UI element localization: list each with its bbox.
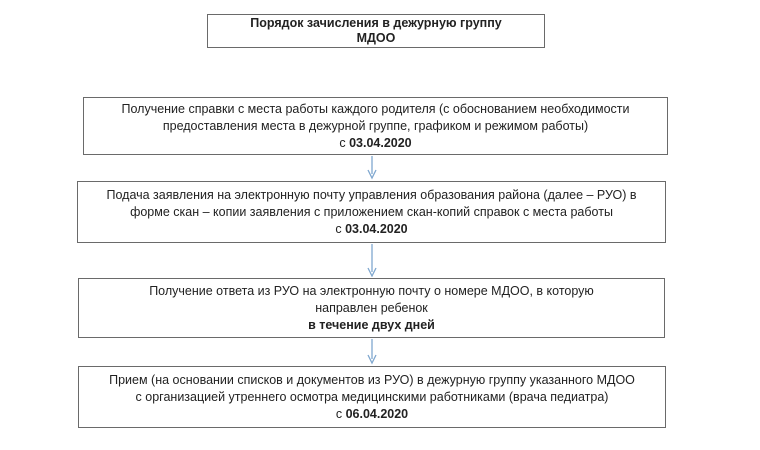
step-2-date-line <box>335 221 407 238</box>
diagram-title <box>207 14 545 48</box>
step-3-box <box>78 278 665 338</box>
step-4-line-2: с организацией утреннего осмотра медицинскими работниками (врача педиатра) <box>135 389 609 404</box>
title-line-1: Порядок зачисления в дежурную группу <box>250 16 502 30</box>
step-4-date: 06.04.2020 <box>345 406 409 421</box>
step-2-date-prefix: с <box>335 221 346 236</box>
step-3-line-2: направлен ребенок <box>315 300 428 315</box>
step-1-box <box>83 97 668 155</box>
step-4-line-1: Прием (на основании списков и документов из РУО) в дежурную группу указанного МДОО <box>109 372 635 387</box>
step-2-box <box>77 181 666 243</box>
step-4-date-prefix: с <box>335 406 346 421</box>
step-3-line-1: Получение ответа из РУО на электронную почту о номере МДОО, в которую <box>149 283 594 298</box>
step-4-box <box>78 366 666 428</box>
step-1-date-prefix: с <box>339 135 350 150</box>
step-2-line-2: форме скан – копии заявления с приложением скан-копий справок с места работы <box>130 204 613 219</box>
step-1-date-line <box>339 135 411 152</box>
step-1-line-1: Получение справки с места работы каждого родителя (с обоснованием необходимости <box>121 101 630 116</box>
step-2-date: 03.04.2020 <box>345 221 408 236</box>
step-3-deadline: в течение двух дней <box>308 317 435 332</box>
arrow-2-icon <box>366 244 378 277</box>
step-2-line-1: Подача заявления на электронную почту управления образования района (далее – РУО) в <box>106 187 637 202</box>
step-1-line-2: предоставления места в дежурной группе, графиком и режимом работы) <box>162 118 589 133</box>
step-4-date-line <box>336 406 408 423</box>
step-1-date: 03.04.2020 <box>349 135 412 150</box>
title-line-2: МДОО <box>356 31 396 45</box>
arrow-1-icon <box>366 156 378 180</box>
arrow-3-icon <box>366 339 378 365</box>
